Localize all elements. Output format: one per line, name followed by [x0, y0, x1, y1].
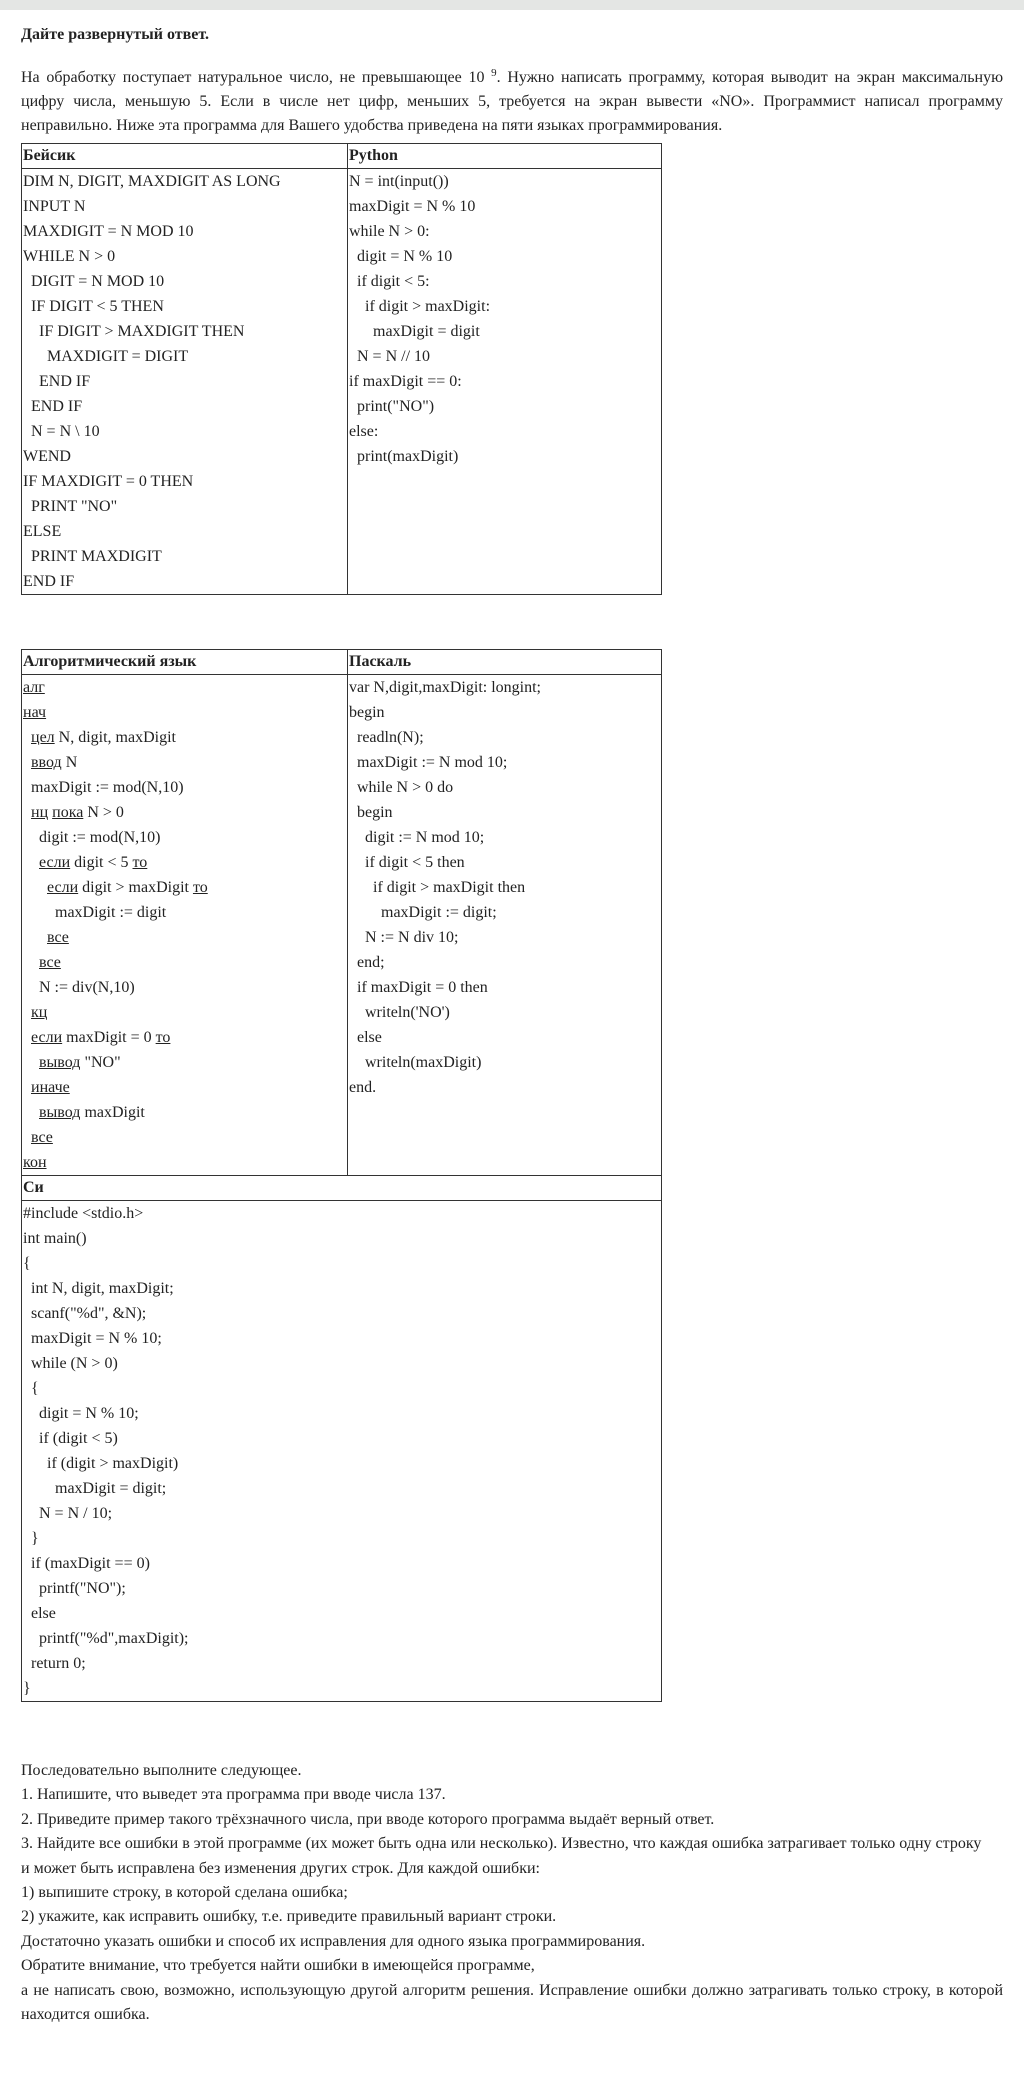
- code-text: digit < 5: [70, 854, 133, 871]
- code-line: var N,digit,maxDigit: longint;: [349, 679, 541, 696]
- code-table-basic-python: [21, 143, 662, 595]
- c-code: [22, 1201, 661, 1701]
- code-line: else:: [349, 423, 379, 440]
- code-line: [22, 975, 347, 1000]
- keyword: если: [31, 1029, 63, 1046]
- basic-header: Бейсик: [22, 144, 348, 169]
- code-text: [23, 754, 31, 771]
- instruction-line: а не написать свою, возможно, использующую другой алгоритм решения. Исправление ошибки должно затрагивать только строку, в которой находится ошибка.: [21, 1981, 1003, 2024]
- code-line: MAXDIGIT = DIGIT: [23, 348, 189, 365]
- code-line: [22, 875, 347, 900]
- code-line: N := N div 10;: [349, 929, 459, 946]
- code-line: if (digit > maxDigit): [23, 1455, 179, 1472]
- code-line: IF DIGIT > MAXDIGIT THEN: [23, 323, 245, 340]
- code-text: [23, 1029, 31, 1046]
- c-header: Си: [22, 1176, 662, 1201]
- code-line: if (maxDigit == 0): [23, 1555, 150, 1572]
- code-line: digit = N % 10: [349, 248, 453, 265]
- code-line: N = N \ 10: [23, 423, 100, 440]
- code-text: N := div(N,10): [23, 979, 135, 996]
- code-line: maxDigit = N % 10;: [23, 1330, 162, 1347]
- code-line: if digit < 5 then: [349, 854, 465, 871]
- code-line: writeln('NO'): [349, 1004, 450, 1021]
- code-line: IF MAXDIGIT = 0 THEN: [23, 473, 194, 490]
- code-text: N, digit, maxDigit: [54, 729, 176, 746]
- code-line: INPUT N: [23, 198, 86, 215]
- keyword: если: [39, 854, 71, 871]
- code-text: maxDigit := mod(N,10): [23, 779, 184, 796]
- keyword: алг: [23, 679, 45, 696]
- top-bar: [0, 0, 1024, 10]
- python-code-cell: [348, 169, 662, 595]
- code-text: N: [61, 754, 78, 771]
- code-line: N = int(input()): [349, 173, 449, 190]
- code-line: if maxDigit = 0 then: [349, 979, 488, 996]
- code-line: printf("NO");: [23, 1580, 126, 1597]
- code-text: [23, 1129, 31, 1146]
- code-line: DIM N, DIGIT, MAXDIGIT AS LONG: [23, 173, 281, 190]
- code-line: begin: [349, 804, 393, 821]
- code-line: [22, 1125, 347, 1150]
- code-line: maxDigit := N mod 10;: [349, 754, 508, 771]
- code-line: WHILE N > 0: [23, 248, 116, 265]
- code-line: writeln(maxDigit): [349, 1054, 482, 1071]
- code-text: [23, 929, 47, 946]
- keyword: нач: [23, 704, 47, 721]
- keyword: кц: [31, 1004, 48, 1021]
- code-line: readln(N);: [349, 729, 424, 746]
- keyword: вывод: [39, 1054, 81, 1071]
- code-line: if digit > maxDigit then: [349, 879, 526, 896]
- keyword: нц: [31, 804, 49, 821]
- keyword: то: [155, 1029, 171, 1046]
- code-line: maxDigit = digit: [349, 323, 480, 340]
- code-line: DIGIT = N MOD 10: [23, 273, 165, 290]
- code-line: maxDigit = digit;: [23, 1480, 167, 1497]
- keyword: все: [47, 929, 69, 946]
- instruction-line: 2. Приведите пример такого трёхзначного числа, при вводе которого программа выдаёт верный ответ.: [21, 1810, 715, 1828]
- code-text: "NO": [80, 1054, 121, 1071]
- keyword: цел: [31, 729, 55, 746]
- code-text: digit := mod(N,10): [23, 829, 161, 846]
- task-intro: [21, 66, 1003, 138]
- code-text: N > 0: [83, 804, 124, 821]
- code-line: [22, 800, 347, 825]
- code-line: [22, 1025, 347, 1050]
- code-line: digit = N % 10;: [23, 1405, 139, 1422]
- code-line: {: [23, 1255, 31, 1272]
- code-line: [22, 850, 347, 875]
- code-line: if digit < 5:: [349, 273, 430, 290]
- code-line: end.: [349, 1079, 377, 1096]
- code-text: maxDigit: [80, 1104, 145, 1121]
- code-text: maxDigit = 0: [62, 1029, 156, 1046]
- code-line: END IF: [23, 573, 75, 590]
- code-line: print("NO"): [349, 398, 435, 415]
- code-line: [22, 775, 347, 800]
- instruction-line: Последовательно выполните следующее.: [21, 1762, 302, 1779]
- keyword: все: [39, 954, 61, 971]
- code-line: else: [23, 1605, 56, 1622]
- code-line: end;: [349, 954, 385, 971]
- instruction-line: 1. Напишите, что выведет эта программа при вводе числа 137.: [21, 1786, 446, 1804]
- code-line: digit := N mod 10;: [349, 829, 485, 846]
- intro-text-2: . Нужно написать программу, которая выводит на экран максимальную цифру числа, меньшую 5. Если в числе нет цифр, меньших 5, требуется на экран вывести «NO». Программист написал программу неправильно. Ниже эта программа для Вашего удобства приведена на пяти языках программирования.: [21, 69, 1004, 134]
- code-line: PRINT "NO": [23, 498, 118, 515]
- code-line: [22, 925, 347, 950]
- instruction-line: 3. Найдите все ошибки в этой программе (их может быть одна или несколько). Известно, что каждая ошибка затрагивает только одну строку: [21, 1835, 982, 1853]
- code-line: scanf("%d", &N);: [23, 1305, 147, 1322]
- python-header: Python: [348, 144, 662, 169]
- code-line: [22, 1150, 347, 1175]
- instruction-line: Обратите внимание, что требуется найти ошибки в имеющейся программе,: [21, 1957, 535, 1975]
- intro-text-1: На обработку поступает натуральное число, не превышающее 10: [21, 69, 485, 86]
- code-line: N = N // 10: [349, 348, 431, 365]
- pascal-header: Паскаль: [348, 650, 662, 675]
- basic-code-cell: [22, 169, 348, 595]
- code-line: if (digit < 5): [23, 1430, 118, 1447]
- keyword: все: [31, 1129, 53, 1146]
- code-line: maxDigit = N % 10: [349, 198, 476, 215]
- code-line: END IF: [23, 398, 83, 415]
- code-line: [22, 1050, 347, 1075]
- instruction-line: и может быть исправлена без изменения других строк. Для каждой ошибки:: [21, 1859, 540, 1877]
- code-line: while N > 0 do: [349, 779, 454, 796]
- keyword: ввод: [31, 754, 62, 771]
- code-line: [22, 725, 347, 750]
- code-line: return 0;: [23, 1655, 86, 1672]
- code-text: maxDigit := digit: [23, 904, 167, 921]
- code-line: maxDigit := digit;: [349, 904, 497, 921]
- code-line: [22, 1100, 347, 1125]
- code-line: while N > 0:: [349, 223, 430, 240]
- keyword: то: [192, 879, 208, 896]
- code-text: [23, 804, 31, 821]
- code-line: [22, 950, 347, 975]
- code-line: MAXDIGIT = N MOD 10: [23, 223, 194, 240]
- algo-code: [22, 675, 347, 1175]
- code-line: int main(): [23, 1230, 87, 1247]
- code-text: [23, 1004, 31, 1021]
- keyword: пока: [52, 804, 84, 821]
- keyword: если: [47, 879, 79, 896]
- basic-code: [22, 169, 347, 594]
- keyword: кон: [23, 1154, 47, 1171]
- code-text: [23, 1079, 31, 1096]
- code-line: else: [349, 1029, 382, 1046]
- instruction-line: 2) укажите, как исправить ошибку, т.е. приведите правильный вариант строки.: [21, 1908, 557, 1926]
- code-line: int N, digit, maxDigit;: [23, 1280, 174, 1297]
- code-line: {: [23, 1380, 39, 1397]
- instruction-line: Достаточно указать ошибки и способ их исправления для одного языка программирования.: [21, 1932, 646, 1950]
- code-text: digit > maxDigit: [78, 879, 193, 896]
- code-line: [22, 675, 347, 700]
- code-table-algo-pascal-c: [21, 649, 662, 1702]
- keyword: вывод: [39, 1104, 81, 1121]
- code-line: if digit > maxDigit:: [349, 298, 491, 315]
- code-line: while (N > 0): [23, 1355, 118, 1372]
- task-heading: Дайте развернутый ответ.: [21, 26, 209, 43]
- task-instructions: [21, 1759, 1003, 2027]
- code-line: END IF: [23, 373, 91, 390]
- code-text: [23, 1104, 39, 1121]
- code-line: WEND: [23, 448, 71, 465]
- code-text: [23, 729, 31, 746]
- python-code: [348, 169, 661, 469]
- code-line: }: [23, 1680, 31, 1697]
- code-line: [22, 900, 347, 925]
- keyword: иначе: [31, 1079, 70, 1096]
- code-line: printf("%d",maxDigit);: [23, 1630, 189, 1647]
- algo-header: Алгоритмический язык: [22, 650, 348, 675]
- code-line: ELSE: [23, 523, 62, 540]
- code-text: [23, 854, 39, 871]
- code-line: if maxDigit == 0:: [349, 373, 462, 390]
- code-text: [23, 879, 47, 896]
- code-line: PRINT MAXDIGIT: [23, 548, 162, 565]
- code-text: [23, 1054, 39, 1071]
- pascal-code-cell: [348, 675, 662, 1176]
- code-line: #include <stdio.h>: [23, 1205, 144, 1222]
- code-line: print(maxDigit): [349, 448, 459, 465]
- code-line: }: [23, 1530, 39, 1547]
- code-line: [22, 1075, 347, 1100]
- pascal-code: [348, 675, 661, 1100]
- code-text: [23, 954, 39, 971]
- code-line: [22, 750, 347, 775]
- code-line: N = N / 10;: [23, 1505, 113, 1522]
- c-code-cell: [22, 1201, 662, 1702]
- code-line: [22, 1000, 347, 1025]
- instruction-line: 1) выпишите строку, в которой сделана ошибка;: [21, 1884, 348, 1902]
- algo-code-cell: [22, 675, 348, 1176]
- keyword: то: [132, 854, 148, 871]
- code-line: [22, 825, 347, 850]
- intro-exponent: 9: [491, 67, 497, 79]
- code-line: begin: [349, 704, 385, 721]
- code-line: [22, 700, 347, 725]
- code-line: IF DIGIT < 5 THEN: [23, 298, 164, 315]
